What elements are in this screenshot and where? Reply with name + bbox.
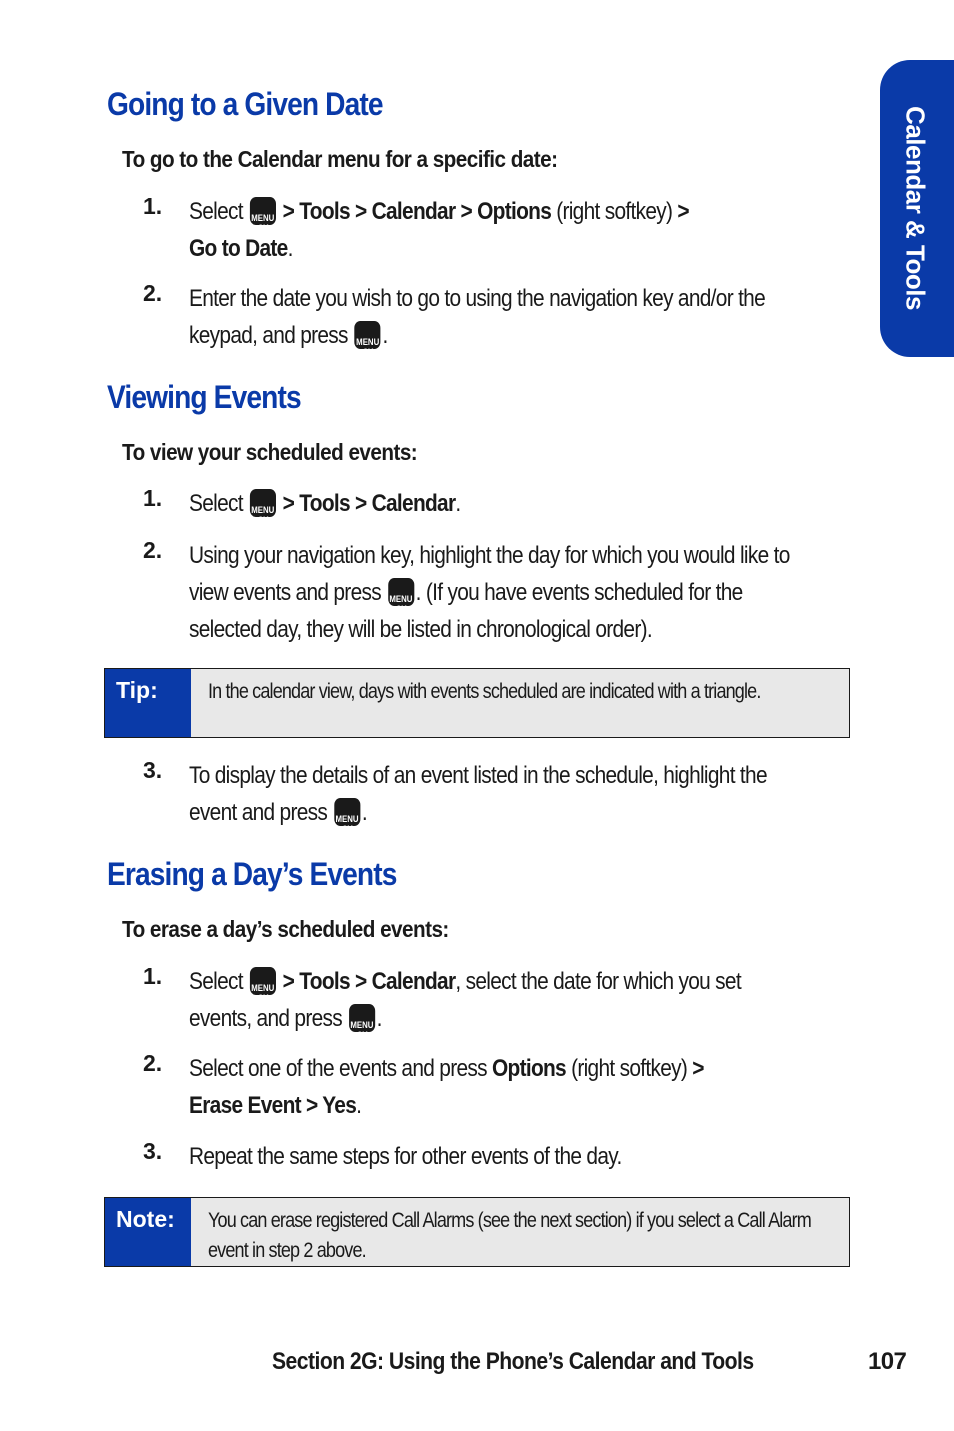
footer-section-title: Section 2G: Using the Phone’s Calendar and Tools: [272, 1348, 754, 1375]
step-text: Enter the date you wish to go to using the navigation key and/or the keypad, and press MENU OK.: [189, 280, 798, 354]
tip-callout: [104, 668, 850, 738]
heading-going-to-date: Going to a Given Date: [107, 86, 383, 122]
heading-erasing-events: Erasing a Day’s Events: [107, 856, 397, 892]
step-number: 2.: [143, 280, 163, 306]
step-number: 3.: [143, 1138, 163, 1164]
menu-ok-key-icon: [355, 321, 381, 349]
menu-ok-key-icon: [250, 967, 276, 995]
note-callout: [104, 1197, 850, 1267]
menu-ok-key-icon: [334, 798, 360, 826]
menu-ok-key-icon: [388, 578, 414, 606]
menu-ok-key-icon: [250, 489, 276, 517]
step-text: Repeat the same steps for other events of the day.: [189, 1143, 622, 1170]
step-text: Select MENU OK > Tools > Calendar, select the date for which you set events, and press MENU OK.: [189, 963, 798, 1037]
step-number: 2.: [143, 1050, 163, 1076]
step-text: Select MENU OK > Tools > Calendar > Options (right softkey) > Go to Date.: [189, 193, 798, 267]
intro-viewing-events: To view your scheduled events:: [122, 439, 418, 465]
side-tab-label: Calendar & Tools: [900, 106, 931, 310]
step-number: 1.: [143, 963, 163, 989]
step-number: 1.: [143, 485, 163, 511]
menu-ok-key-icon: [349, 1004, 375, 1032]
footer-page-number: 107: [868, 1348, 907, 1375]
heading-viewing-events: Viewing Events: [107, 379, 301, 415]
step-number: 2.: [143, 537, 163, 563]
note-text: You can erase registered Call Alarms (see the next section) if you select a Call Alarm event in step 2 above.: [208, 1209, 811, 1262]
tip-text: In the calendar view, days with events scheduled are indicated with a triangle.: [208, 680, 761, 703]
tip-label: Tip:: [105, 669, 191, 737]
step-text: Select MENU OK > Tools > Calendar.: [189, 485, 798, 522]
step-text: Select one of the events and press Options (right softkey) > Erase Event > Yes.: [189, 1055, 704, 1119]
intro-going-to-date: To go to the Calendar menu for a specific date:: [122, 146, 558, 172]
step-text: To display the details of an event listed in the schedule, highlight the event and press MENU OK.: [189, 757, 798, 831]
menu-ok-key-icon: [250, 197, 276, 225]
note-label: Note:: [105, 1198, 191, 1266]
step-number: 3.: [143, 757, 163, 783]
step-number: 1.: [143, 193, 163, 219]
step-text: Using your navigation key, highlight the day for which you would like to view events and press MENU OK. (If you have events scheduled for the selected day, they will be listed in chronological order).: [189, 537, 798, 648]
intro-erasing-events: To erase a day’s scheduled events:: [122, 916, 449, 942]
